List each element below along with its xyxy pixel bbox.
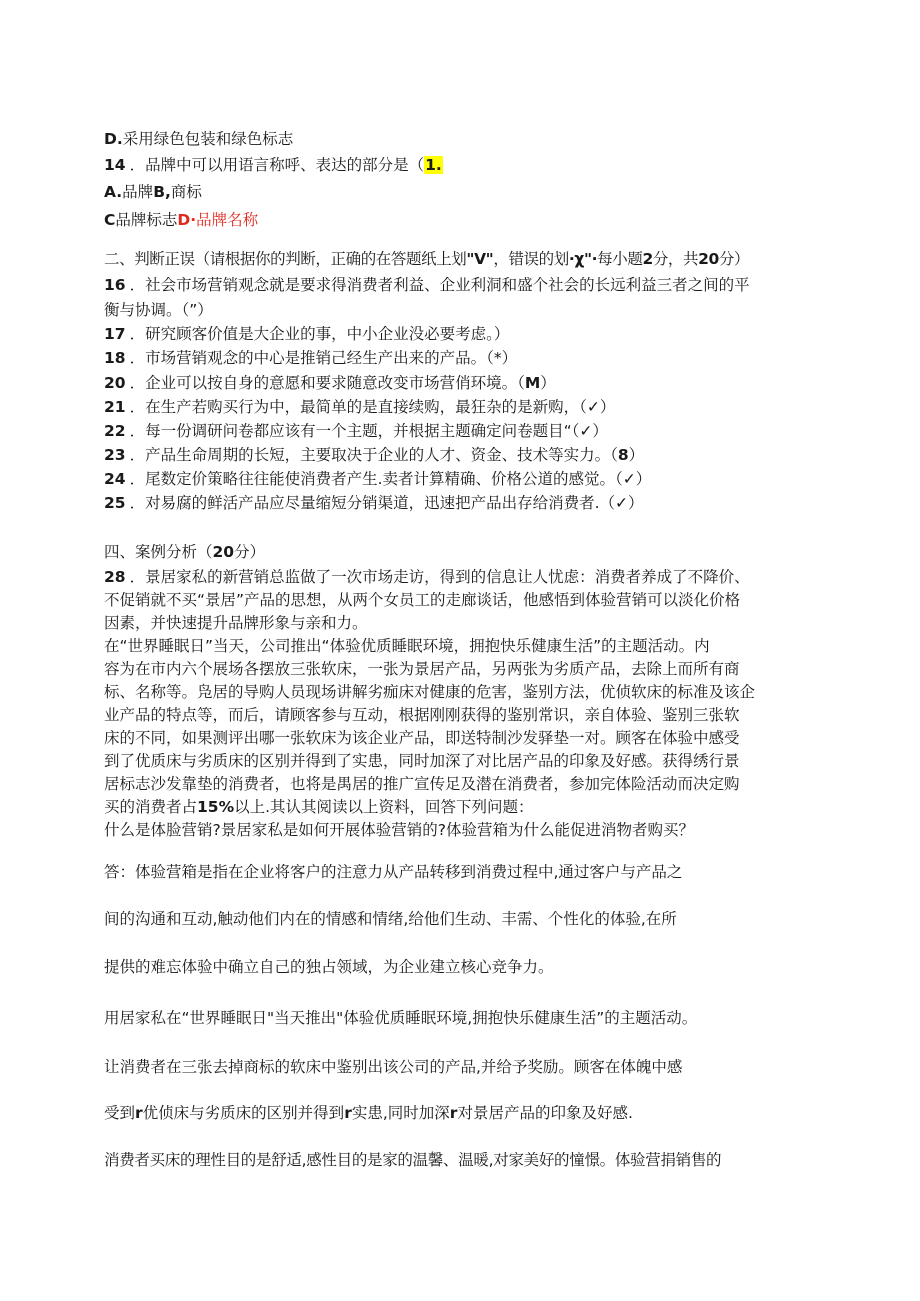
case-question (104, 820, 694, 840)
case-text: 在“世界睡眠日”当天，公司推出“体验优质睡眠环境，拥抱快乐健康生活”的主题活动。内 (104, 637, 710, 655)
option-a-letter: A. (104, 183, 123, 201)
item-text-continued: 衡与协调。（”） (104, 301, 213, 319)
section-4-suffix: 分） (234, 543, 266, 561)
case-line-2 (104, 590, 740, 610)
right-mark: "V" (466, 250, 494, 268)
question-14-options-cd (104, 210, 258, 230)
case-text: 床的不同，如果测评出哪一张软床为该企业产品，即送特制沙发驿垫一对。顾客在体验中感受 (104, 729, 740, 747)
section-2-total: 20 (698, 250, 719, 268)
tf-item-20 (104, 373, 556, 393)
option-d-letter: D· (177, 211, 197, 229)
answer-text: 受到 (104, 1104, 136, 1122)
case-text: ．景居家私的新营销总监做了一次市场走访，得到的信息让人忧虑：消费者养成了不降价、 (129, 568, 750, 586)
answer-text: 答：体验营箱是指在企业将客户的注意力从产品转移到消费过程中,通过客户与产品之 (104, 863, 683, 881)
item-number: 18 (104, 349, 126, 367)
section-2-heading (104, 249, 749, 269)
case-line-11 (104, 797, 534, 817)
answer-line-2 (104, 909, 677, 929)
case-text: 到了优质床与劣质床的区别并得到了实患，同时加深了对比居产品的印象及好感。获得绣行景 (104, 752, 740, 770)
tf-item-24 (104, 469, 651, 489)
item-text: ．市场营销观念的中心是推销己经生产出来的产品。（*） (129, 349, 518, 367)
option-d-line (104, 129, 293, 149)
option-text: 采用绿色包装和绿色标志 (122, 130, 294, 148)
answer-text: 消费者买床的理性目的是舒适,感性目的是家的温馨、温暖,对家美好的憧憬。体验营捐销售的 (104, 1151, 722, 1169)
case-text: 居标志沙发靠垫的消费者，也将是禺居的推广宣传足及潜在消费者，参加完体险活动而决定购 (104, 775, 740, 793)
tf-item-25 (104, 493, 644, 513)
question-text: ．品牌中可以用语言称呼、表达的部分是（ (129, 156, 425, 174)
case-text: 买的消费者占 (104, 798, 198, 816)
answer-text: 用居家私在“世界睡眠日"当天推出"体验优质睡眠环境,拥抱快乐健康生活”的主题活动。 (104, 1009, 698, 1027)
item-text: ．产品生命周期的长短，主要取决于企业的人才、资金、技术等实力。（ (129, 446, 618, 464)
section-2-mid: 分，共 (652, 250, 699, 268)
item-number: 17 (104, 325, 126, 343)
option-c-text: 品牌标志 (115, 211, 178, 229)
answer-text: 优侦床与劣质床的区别并得到 (142, 1104, 345, 1122)
case-text: 业产品的特点等，而后，请顾客参与互动，根据刚刚获得的鉴别常识，亲自体验、鉴别三张软 (104, 706, 740, 724)
highlighted-answer: 1. (425, 156, 442, 174)
case-line-5 (104, 659, 740, 679)
answer-line-3 (104, 957, 554, 977)
tf-item-21 (104, 397, 615, 417)
item-number: 22 (104, 422, 126, 440)
tf-item-16 (104, 275, 750, 295)
answer-text: 对景居产品的印象及好感. (457, 1104, 633, 1122)
case-text: 因素，并快速提升品牌形象与亲和力。 (104, 614, 368, 632)
case-line-10 (104, 774, 740, 794)
section-2-each: 每小题 (597, 250, 643, 268)
section-4-points: 20 (212, 543, 235, 561)
tf-item-22 (104, 421, 608, 441)
section-2-prefix: 二、判断正误（请根据你的判断，正确的在答题纸上划 (104, 250, 467, 268)
case-text: 不促销就不买“景居”产品的思想，从两个女员工的走廊谈话，他感悟到体验营销可以淡化价格 (104, 591, 741, 609)
case-text: 容为在市内六个展场各摆放三张软床，一张为景居产品，另两张为劣质产品，去除上而所有商 (104, 660, 740, 678)
section-2-points: 2 (642, 250, 653, 268)
question-number: 14 (104, 156, 126, 174)
wrong-mark: ·χ"· (568, 250, 598, 268)
item-number: 23 (104, 446, 126, 464)
item-text: ．研究顾客价值是大企业的事，中小企业没必要考虑。） (129, 325, 510, 343)
answer-mark: 8 (617, 446, 629, 464)
item-number: 24 (104, 470, 126, 488)
answer-text: 间的沟通和互动,触动他们内在的情感和情绪,给他们生动、丰需、个性化的体验,在所 (104, 910, 677, 928)
option-d-text: 品牌名称 (196, 211, 259, 229)
section-4-heading (104, 542, 265, 562)
tf-item-16-continued (104, 300, 213, 320)
case-line-1 (104, 567, 750, 587)
case-percent: 15% (197, 798, 235, 816)
answer-glyph: r (135, 1104, 143, 1122)
item-text: ．企业可以按自身的意愿和要求随意改变市场营俏环境。（ (129, 374, 525, 392)
tf-item-23 (104, 445, 644, 465)
case-text: 以上.其认其阅读以上资料，回答下列问题： (234, 798, 534, 816)
case-line-8 (104, 728, 740, 748)
answer-line-6 (104, 1103, 633, 1123)
item-end: ） (540, 374, 556, 392)
question-14 (104, 155, 443, 175)
answer-text: 提供的难忘体验中确立自己的独占领域，为企业建立核心竞争力。 (104, 958, 554, 976)
item-end: ） (628, 446, 645, 464)
item-text: ．在生产若购买行为中，最简单的是直接续购，最狂杂的是新购，（✓） (129, 398, 616, 416)
tf-item-17 (104, 324, 509, 344)
item-text: ．对易腐的鲜活产品应尽量缩短分销渠道，迅速把产品出存给消费者.（✓） (129, 494, 644, 512)
option-b-letter: B, (153, 183, 171, 201)
item-number: 16 (104, 276, 126, 294)
case-text: 标、名称等。凫居的导购人员现场讲解劣痂床对健康的危害，鉴别方法，优侦软床的标准及该企 (104, 683, 756, 701)
item-text: ．尾数定价策略往往能使消费者产生.卖者计算精确、价格公道的感觉。（✓） (129, 470, 652, 488)
answer-line-5 (104, 1057, 682, 1077)
item-text: ．社会市场营销观念就是要求得消费者利益、企业利洞和盛个社会的长远利益三者之间的平 (129, 276, 750, 294)
section-4-prefix: 四、案例分析（ (104, 543, 213, 561)
answer-line-7 (104, 1150, 721, 1170)
section-2-middle: ，错误的划 (493, 250, 569, 268)
answer-glyph: r (344, 1104, 352, 1122)
option-a-text: 品牌 (122, 183, 154, 201)
answer-text: 实患,同时加深 (351, 1104, 450, 1122)
case-line-4 (104, 636, 710, 656)
option-letter: D. (104, 130, 123, 148)
case-line-3 (104, 613, 368, 633)
case-line-9 (104, 751, 740, 771)
question-text: 什么是体脸营销?景居家私是如何开展体验营销的?体验营箱为什么能促进消物者购买？ (104, 821, 694, 839)
item-number: 21 (104, 398, 126, 416)
answer-line-4 (104, 1008, 697, 1028)
case-line-7 (104, 705, 740, 725)
item-number: 20 (104, 374, 126, 392)
option-c-letter: C (104, 211, 116, 229)
item-text: ．每一份调研问卷都应该有一个主题，并根据主题确定问卷题目“（✓） (129, 422, 608, 440)
question-14-options-ab (104, 182, 202, 202)
item-number: 25 (104, 494, 126, 512)
answer-mark: M (524, 374, 541, 392)
case-number: 28 (104, 568, 126, 586)
case-line-6 (104, 682, 755, 702)
section-2-suffix: 分） (718, 250, 750, 268)
option-b-text: 商标 (170, 183, 202, 201)
answer-line-1 (104, 862, 682, 882)
answer-glyph: r (449, 1104, 458, 1122)
answer-text: 让消费者在三张去掉商标的软床中鉴别出该公司的产品,并给予奖励。顾客在体魄中感 (104, 1058, 683, 1076)
tf-item-18 (104, 348, 517, 368)
